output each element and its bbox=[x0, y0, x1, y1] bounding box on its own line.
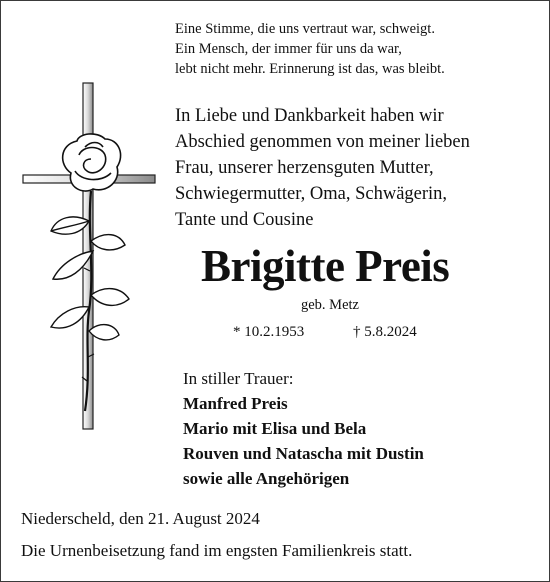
place-date: Niederscheld, den 21. August 2024 bbox=[21, 509, 260, 528]
intro-line: Tante und Cousine bbox=[175, 210, 314, 230]
deceased-name: Brigitte Preis bbox=[201, 241, 450, 291]
death-date: † 5.8.2024 bbox=[353, 324, 417, 340]
mourner-name: Manfred Preis bbox=[183, 394, 288, 413]
mourners-list bbox=[183, 366, 543, 491]
poem-line: Eine Stimme, die uns vertraut war, schweigt. bbox=[175, 21, 435, 37]
maiden-name: geb. Metz bbox=[301, 297, 359, 313]
mourners-intro: In stiller Trauer: bbox=[183, 369, 294, 388]
poem-line: Ein Mensch, der immer für uns da war, bbox=[175, 41, 402, 57]
burial-note: Die Urnenbeisetzung fand im engsten Familienkreis statt. bbox=[21, 541, 413, 560]
intro-line: Abschied genommen von meiner lieben bbox=[175, 132, 470, 152]
mourner-name: sowie alle Angehörigen bbox=[183, 469, 350, 488]
intro-line: In Liebe und Dankbarkeit haben wir bbox=[175, 106, 444, 126]
cross-with-rose-icon bbox=[21, 81, 161, 441]
mourner-name: Rouven und Natascha mit Dustin bbox=[183, 444, 424, 463]
intro-line: Frau, unserer herzensguten Mutter, bbox=[175, 158, 434, 178]
poem-line: lebt nicht mehr. Erinnerung ist das, was bleibt. bbox=[175, 61, 445, 77]
intro-text bbox=[175, 103, 545, 233]
mourner-name: Mario mit Elisa und Bela bbox=[183, 419, 367, 438]
poem bbox=[175, 19, 535, 79]
birth-date: * 10.2.1953 bbox=[233, 324, 305, 340]
intro-line: Schwiegermutter, Oma, Schwägerin, bbox=[175, 184, 448, 204]
